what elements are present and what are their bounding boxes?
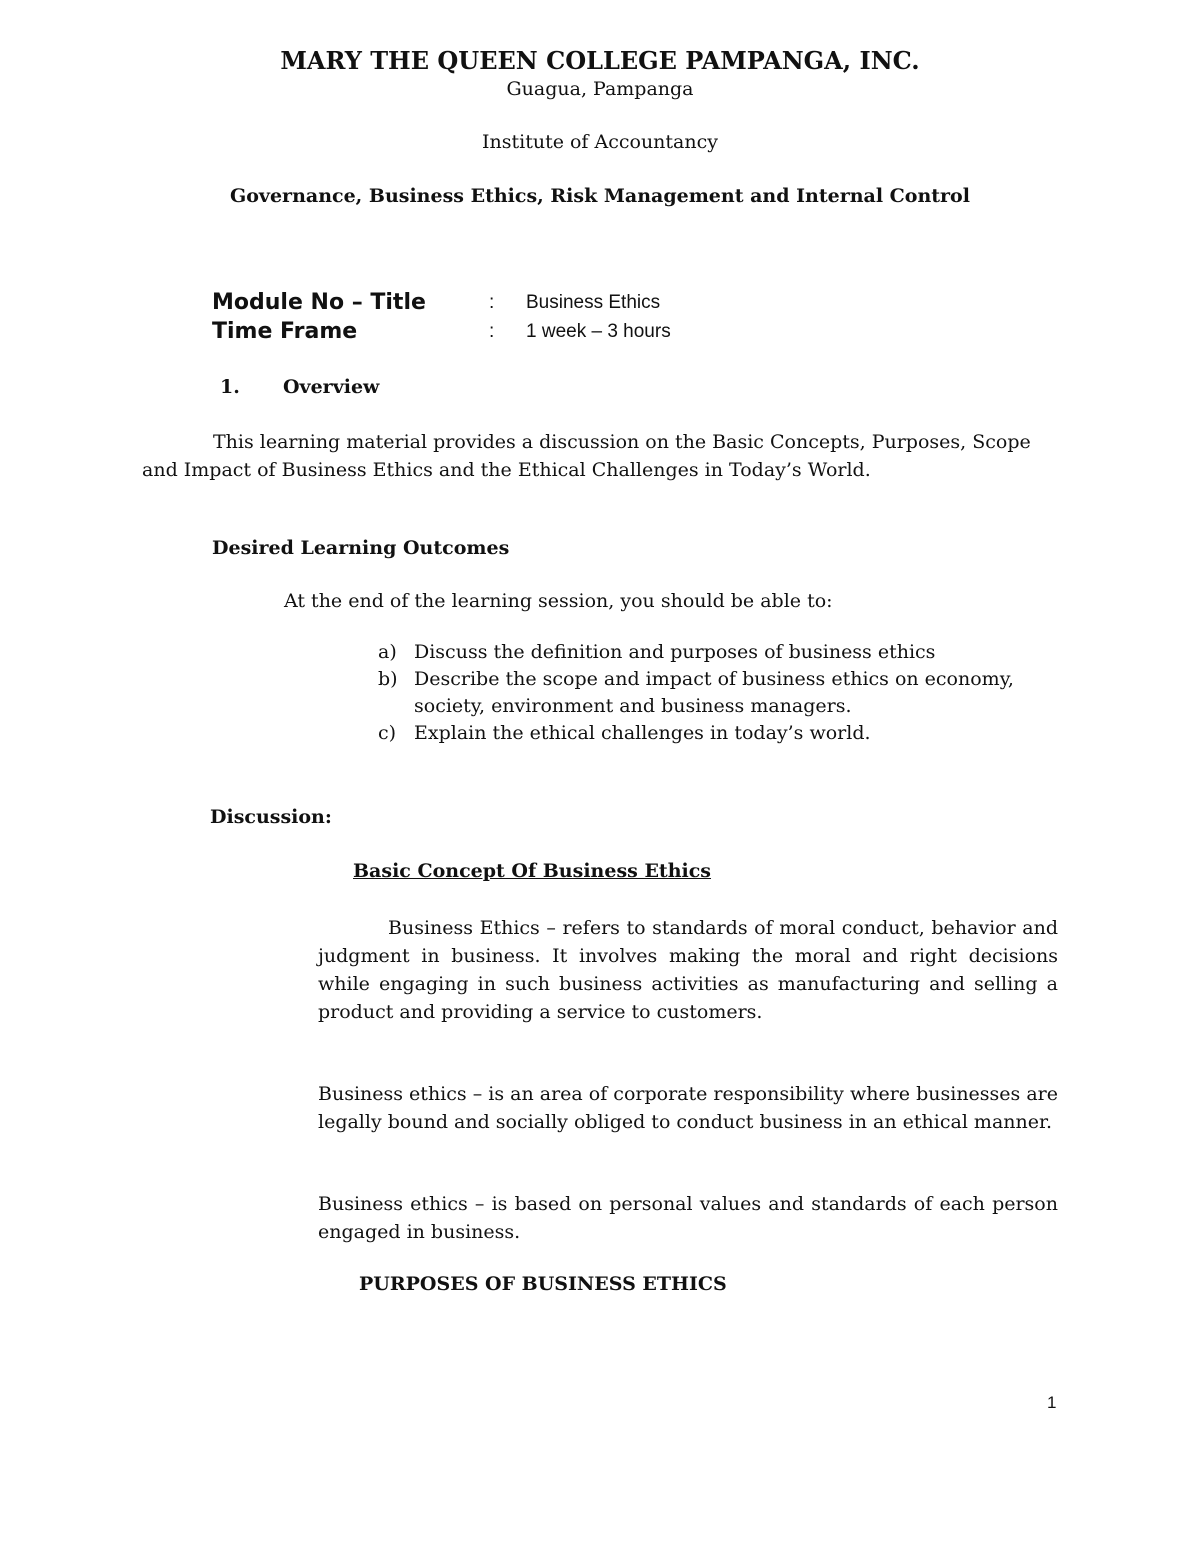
overview-text-line2: and Impact of Business Ethics and the Ethical Challenges in Today’s World. xyxy=(142,459,871,481)
discussion-heading: Discussion: xyxy=(210,806,332,828)
outcomes-intro: At the end of the learning session, you should be able to: xyxy=(284,590,833,612)
overview-number: 1. xyxy=(220,376,240,398)
time-frame-colon: : xyxy=(489,321,495,342)
outcome-b-marker: b) xyxy=(378,668,398,690)
definition-paragraph-2: Business ethics – is an area of corporate responsibility where businesses are legally bound and socially obliged to conduct business in an ethical manner. xyxy=(318,1083,1058,1133)
outcome-a-marker: a) xyxy=(378,641,397,663)
course-title: Governance, Business Ethics, Risk Management and Internal Control xyxy=(230,185,970,207)
module-title-colon: : xyxy=(489,292,495,313)
definition-paragraph-1: Business Ethics – refers to standards of moral conduct, behavior and judgment in business. It involves making the moral and right decisions while engaging in such business activities as manufacturing and selling a product and providing a service to customers. xyxy=(318,917,1058,1023)
outcome-c-marker: c) xyxy=(378,722,397,744)
module-title-label: Module No – Title xyxy=(212,290,426,315)
time-frame-label: Time Frame xyxy=(212,319,358,344)
overview-heading: Overview xyxy=(283,376,380,398)
college-name: MARY THE QUEEN COLLEGE PAMPANGA, INC. xyxy=(280,46,920,75)
module-title-value: Business Ethics xyxy=(526,292,661,313)
purposes-heading: PURPOSES OF BUSINESS ETHICS xyxy=(359,1273,727,1295)
college-location: Guagua, Pampanga xyxy=(506,78,694,100)
outcome-a-text: Discuss the definition and purposes of business ethics xyxy=(414,641,936,663)
basic-concept-heading: Basic Concept Of Business Ethics xyxy=(353,860,712,882)
definition-paragraph-3: Business ethics – is based on personal values and standards of each person engaged in business. xyxy=(318,1193,1058,1243)
time-frame-value: 1 week – 3 hours xyxy=(526,321,671,342)
outcome-b-text-line1: Describe the scope and impact of business ethics on economy, xyxy=(414,668,1014,690)
outcome-c-text: Explain the ethical challenges in today’s world. xyxy=(414,722,871,744)
institute-name: Institute of Accountancy xyxy=(482,131,718,153)
overview-text-line1: This learning material provides a discussion on the Basic Concepts, Purposes, Scope xyxy=(213,431,1031,453)
page-number: 1 xyxy=(1047,1393,1057,1412)
outcomes-heading: Desired Learning Outcomes xyxy=(212,537,510,559)
outcome-b-text-line2: society, environment and business managers. xyxy=(414,695,852,717)
